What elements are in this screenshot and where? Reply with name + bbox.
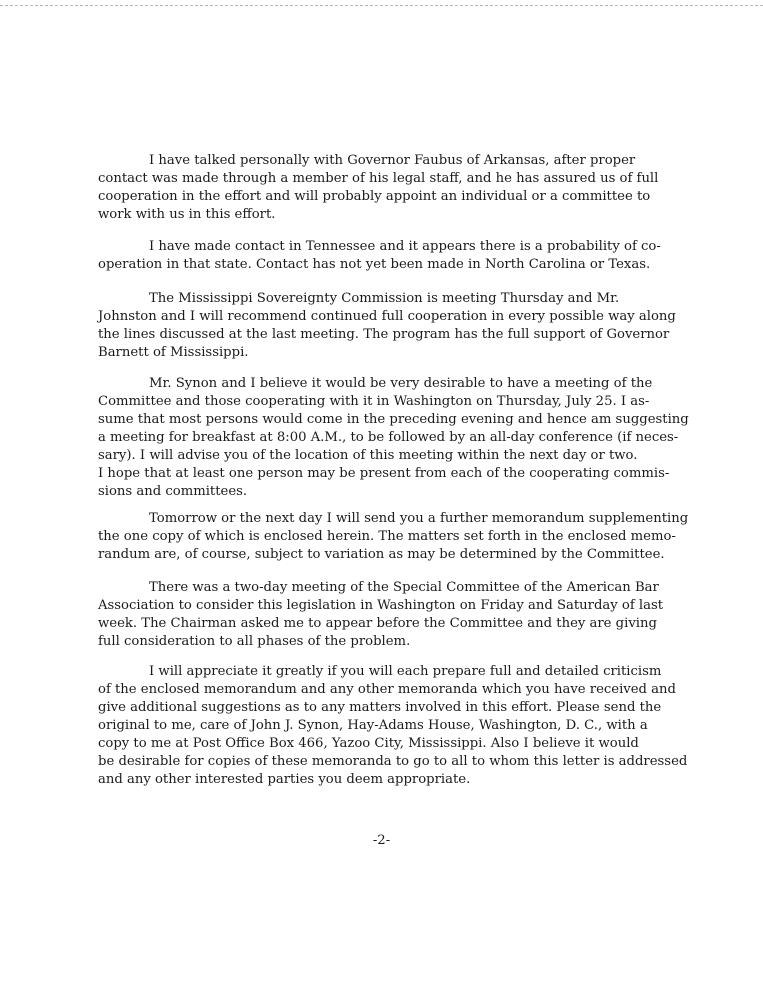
text-line: be desirable for copies of these memoranda to go to all to whom this letter is addressed	[98, 754, 688, 769]
text-line: a meeting for breakfast at 8:00 A.M., to be followed by an all-day conference (if neces-	[98, 430, 679, 445]
paragraph-meeting-proposal	[98, 375, 689, 501]
scan-top-edge	[0, 0, 763, 6]
text-line: full consideration to all phases of the problem.	[98, 634, 411, 649]
text-line: I hope that at least one person may be present from each of the cooperating commis-	[98, 466, 670, 481]
text-line: operation in that state. Contact has not yet been made in North Carolina or Texas.	[98, 257, 651, 272]
text-line: sary). I will advise you of the location of this meeting within the next day or two.	[98, 448, 638, 463]
text-line: sions and committees.	[98, 484, 248, 499]
paragraph-memorandum	[98, 510, 689, 564]
text-line: Association to consider this legislation in Washington on Friday and Saturday of last	[98, 598, 664, 613]
text-line: I have talked personally with Governor Faubus of Arkansas, after proper	[149, 153, 636, 168]
text-line: Mr. Synon and I believe it would be very desirable to have a meeting of the	[149, 376, 653, 391]
text-line: copy to me at Post Office Box 466, Yazoo City, Mississippi. Also I believe it would	[98, 736, 639, 751]
paragraph-criticism-request	[98, 663, 688, 789]
text-line: original to me, care of John J. Synon, Hay-Adams House, Washington, D. C., with a	[98, 718, 648, 733]
text-line: work with us in this effort.	[98, 207, 276, 222]
text-line: give additional suggestions as to any matters involved in this effort. Please send the	[98, 700, 662, 715]
text-line: I have made contact in Tennessee and it appears there is a probability of co-	[149, 239, 661, 254]
text-line: Committee and those cooperating with it in Washington on Thursday, July 25. I as-	[98, 394, 650, 409]
paragraph-faubus	[98, 152, 682, 224]
text-line: sume that most persons would come in the preceding evening and hence am suggesting	[98, 412, 689, 427]
text-line: the one copy of which is enclosed herein. The matters set forth in the enclosed memo-	[98, 529, 676, 544]
text-line: I will appreciate it greatly if you will each prepare full and detailed criticism	[149, 664, 662, 679]
text-line: There was a two-day meeting of the Special Committee of the American Bar	[149, 580, 659, 595]
text-line: of the enclosed memorandum and any other memoranda which you have received and	[98, 682, 676, 697]
paragraph-bar-association	[98, 579, 682, 651]
paragraph-tennessee	[98, 238, 682, 274]
text-line: randum are, of course, subject to variation as may be determined by the Committee.	[98, 547, 665, 562]
paragraph-mississippi-commission	[98, 290, 682, 362]
text-line: Barnett of Mississippi.	[98, 345, 249, 360]
text-line: Tomorrow or the next day I will send you a further memorandum supplementing	[149, 511, 689, 526]
text-line: the lines discussed at the last meeting. The program has the full support of Governor	[98, 327, 670, 342]
text-line: cooperation in the effort and will probably appoint an individual or a committee to	[98, 189, 651, 204]
text-line: contact was made through a member of his legal staff, and he has assured us of full	[98, 171, 659, 186]
text-line: The Mississippi Sovereignty Commission is meeting Thursday and Mr.	[149, 291, 620, 306]
text-line: week. The Chairman asked me to appear before the Committee and they are giving	[98, 616, 657, 631]
text-line: Johnston and I will recommend continued full cooperation in every possible way along	[98, 309, 676, 324]
page-number: -2-	[372, 833, 391, 848]
text-line: and any other interested parties you deem appropriate.	[98, 772, 471, 787]
